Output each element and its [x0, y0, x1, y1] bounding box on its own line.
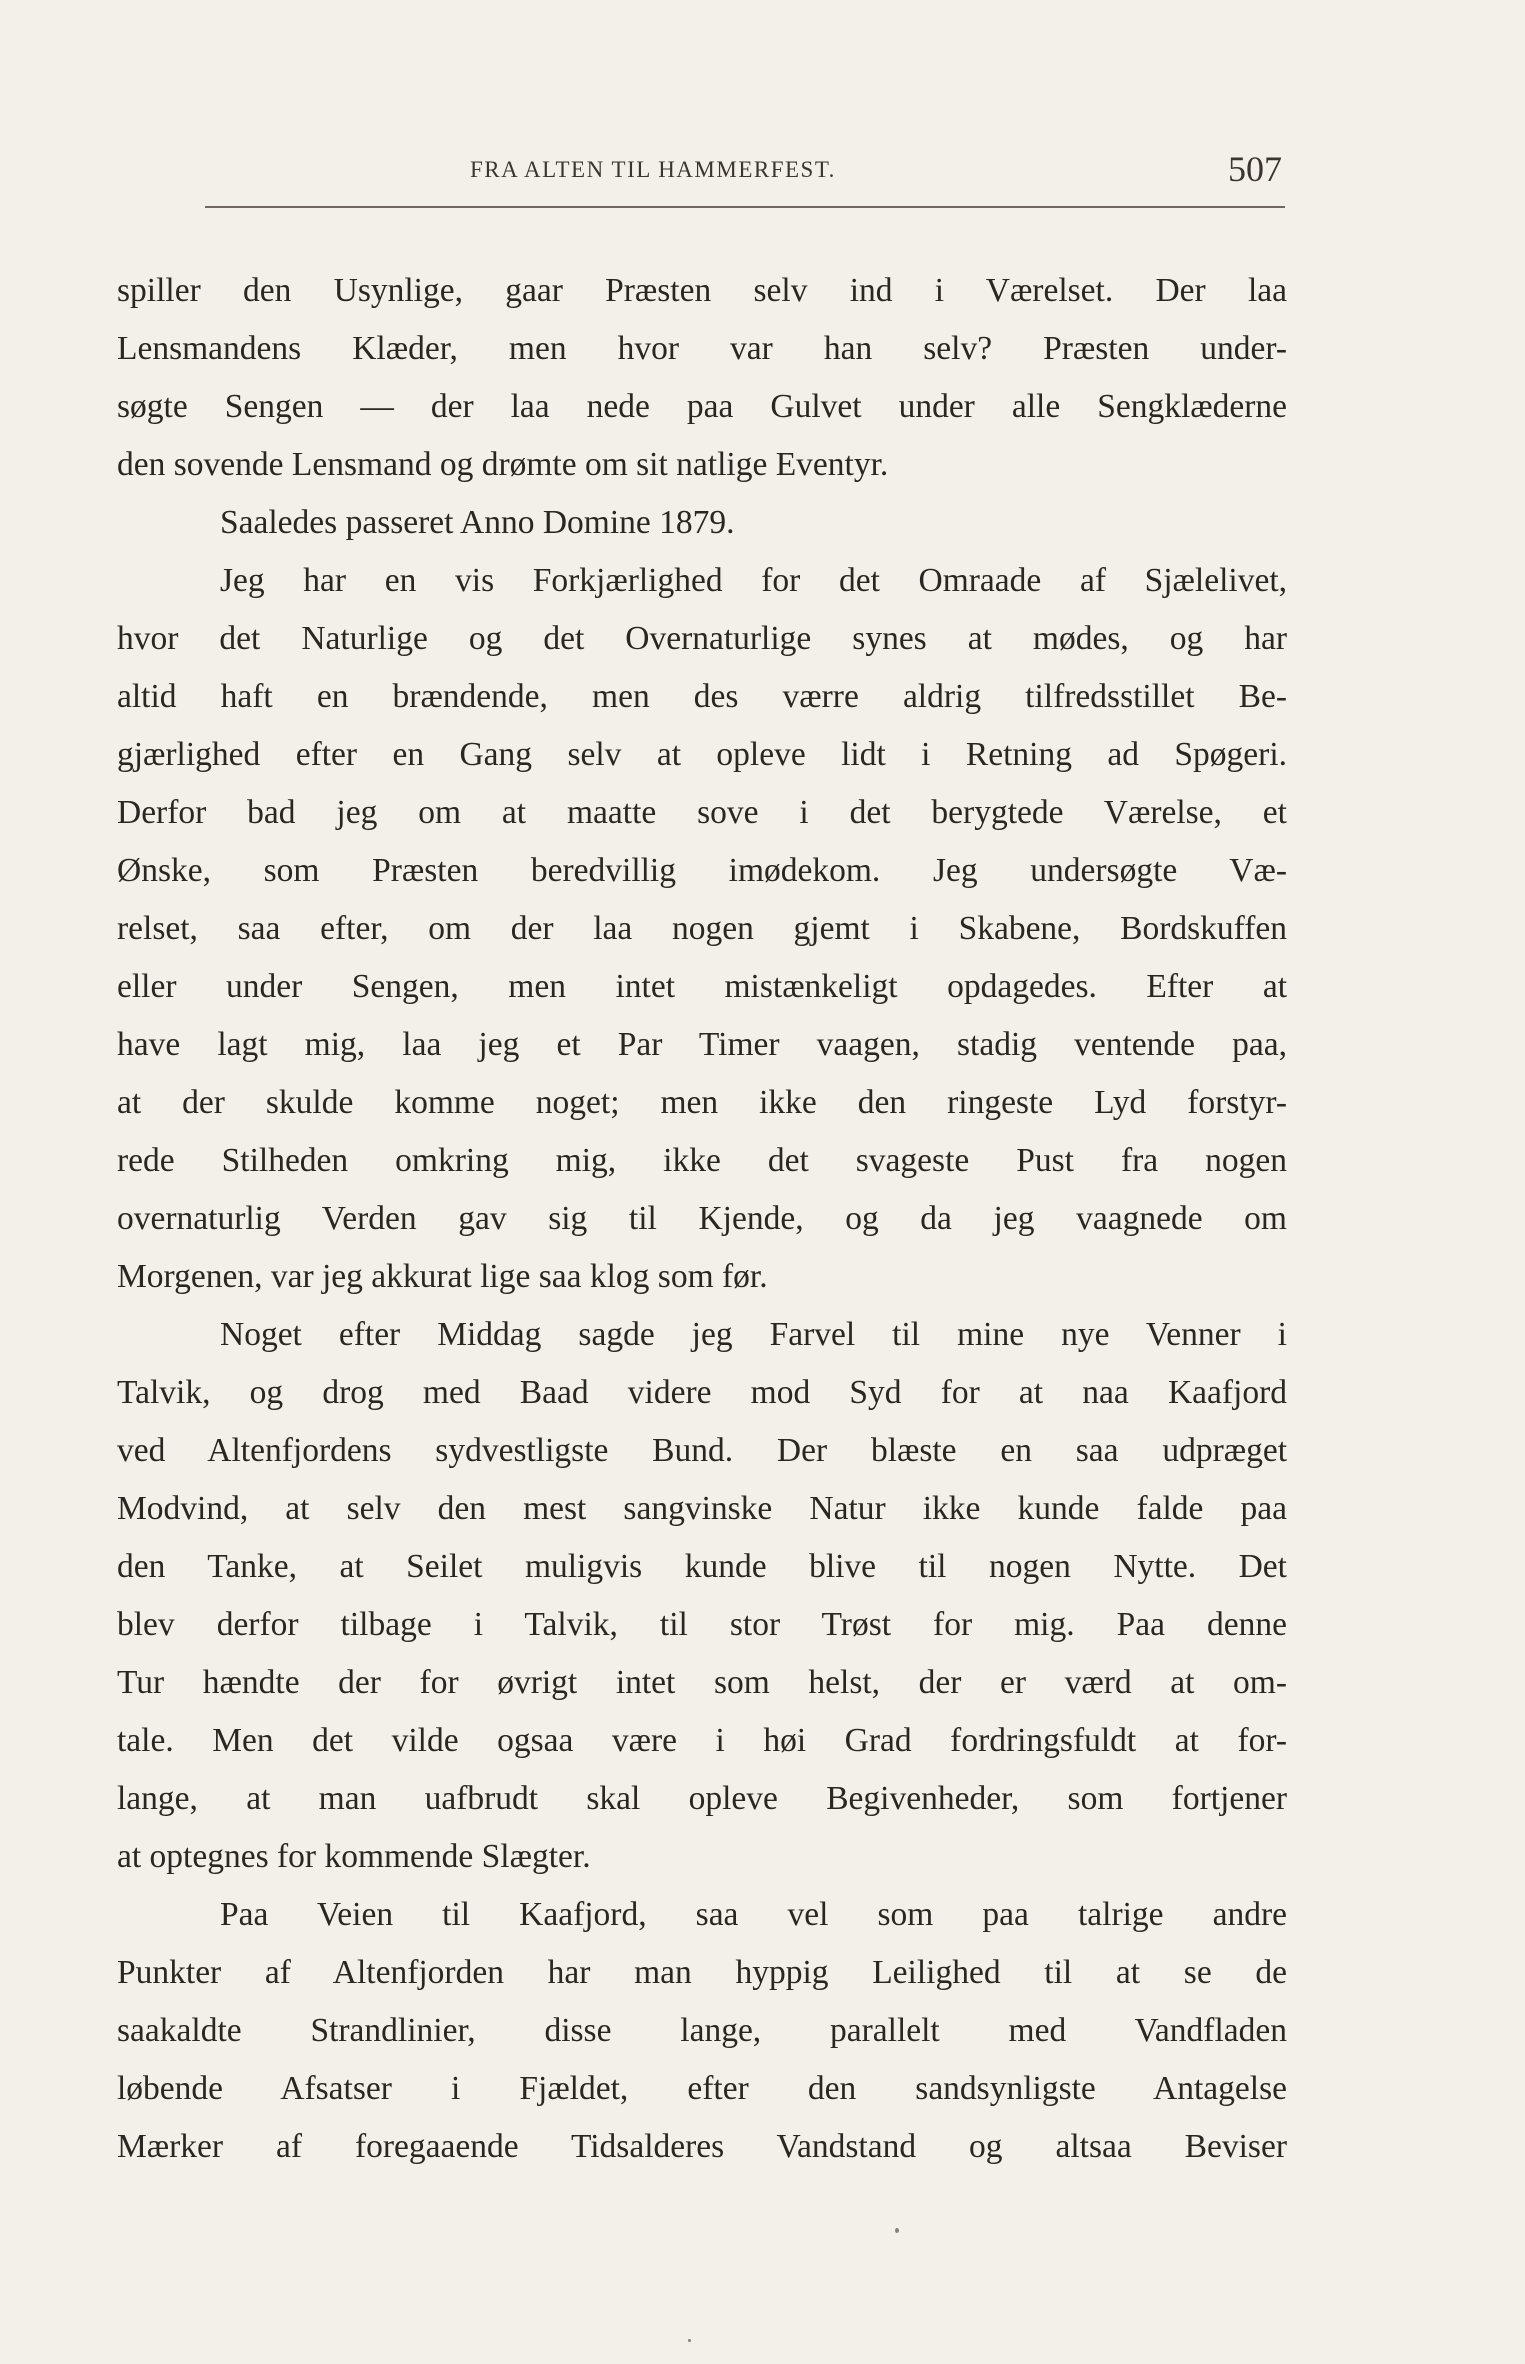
text-line: den Tanke, at Seilet muligvis kunde blive til nogen Nytte. Det	[117, 1548, 1287, 1585]
text-line: Talvik, og drog med Baad videre mod Syd for at naa Kaafjord	[117, 1374, 1287, 1411]
text-line: overnaturlig Verden gav sig til Kjende, og da jeg vaagnede om	[117, 1200, 1287, 1237]
text-line: Saaledes passeret Anno Domine 1879.	[220, 504, 735, 541]
text-line: Ønske, som Præsten beredvillig imødekom. Jeg undersøgte Væ-	[117, 852, 1287, 889]
text-line: saakaldte Strandlinier, disse lange, parallelt med Vandfladen	[117, 2012, 1287, 2049]
paper-speck	[688, 2339, 691, 2342]
text-line: blev derfor tilbage i Talvik, til stor Trøst for mig. Paa denne	[117, 1606, 1287, 1643]
text-line: gjærlighed efter en Gang selv at opleve lidt i Retning ad Spøgeri.	[117, 736, 1287, 773]
text-line: Modvind, at selv den mest sangvinske Natur ikke kunde falde paa	[117, 1490, 1287, 1527]
text-line: ved Altenfjordens sydvestligste Bund. Der blæste en saa udpræget	[117, 1432, 1287, 1469]
body-text	[117, 262, 1287, 2176]
header-rule	[205, 206, 1285, 208]
text-line: den sovende Lensmand og drømte om sit natlige Eventyr.	[117, 446, 889, 483]
text-line: at der skulde komme noget; men ikke den ringeste Lyd forstyr-	[117, 1084, 1287, 1121]
text-line: Morgenen, var jeg akkurat lige saa klog som før.	[117, 1258, 768, 1295]
text-line: løbende Afsatser i Fjældet, efter den sandsynligste Antagelse	[117, 2070, 1287, 2107]
text-line: søgte Sengen — der laa nede paa Gulvet under alle Sengklæderne	[117, 388, 1287, 425]
running-title: FRA ALTEN TIL HAMMERFEST.	[470, 157, 836, 182]
paper-speck	[895, 2228, 899, 2233]
text-line: rede Stilheden omkring mig, ikke det svageste Pust fra nogen	[117, 1142, 1287, 1179]
page-number: 507	[1228, 149, 1282, 189]
text-line: Punkter af Altenfjorden har man hyppig Leilighed til at se de	[117, 1954, 1287, 1991]
text-line: Derfor bad jeg om at maatte sove i det berygtede Værelse, et	[117, 794, 1287, 831]
text-line: at optegnes for kommende Slægter.	[117, 1838, 591, 1875]
text-line: tale. Men det vilde ogsaa være i høi Grad fordringsfuldt at for-	[117, 1722, 1287, 1759]
text-line: Jeg har en vis Forkjærlighed for det Omraade af Sjælelivet,	[220, 562, 1287, 599]
text-line: altid haft en brændende, men des værre aldrig tilfredsstillet Be-	[117, 678, 1287, 715]
text-line: hvor det Naturlige og det Overnaturlige synes at mødes, og har	[117, 620, 1287, 657]
text-line: Lensmandens Klæder, men hvor var han selv? Præsten under-	[117, 330, 1287, 367]
text-line: have lagt mig, laa jeg et Par Timer vaagen, stadig ventende paa,	[117, 1026, 1287, 1063]
text-line: relset, saa efter, om der laa nogen gjemt i Skabene, Bordskuffen	[117, 910, 1287, 947]
text-line: lange, at man uafbrudt skal opleve Begivenheder, som fortjener	[117, 1780, 1287, 1817]
text-line: Paa Veien til Kaafjord, saa vel som paa talrige andre	[220, 1896, 1287, 1933]
text-line: Noget efter Middag sagde jeg Farvel til mine nye Venner i	[220, 1316, 1287, 1353]
text-line: Mærker af foregaaende Tidsalderes Vandstand og altsaa Beviser	[117, 2128, 1287, 2165]
text-line: eller under Sengen, men intet mistænkeligt opdagedes. Efter at	[117, 968, 1287, 1005]
text-line: Tur hændte der for øvrigt intet som helst, der er værd at om-	[117, 1664, 1287, 1701]
text-line: spiller den Usynlige, gaar Præsten selv ind i Værelset. Der laa	[117, 272, 1287, 309]
